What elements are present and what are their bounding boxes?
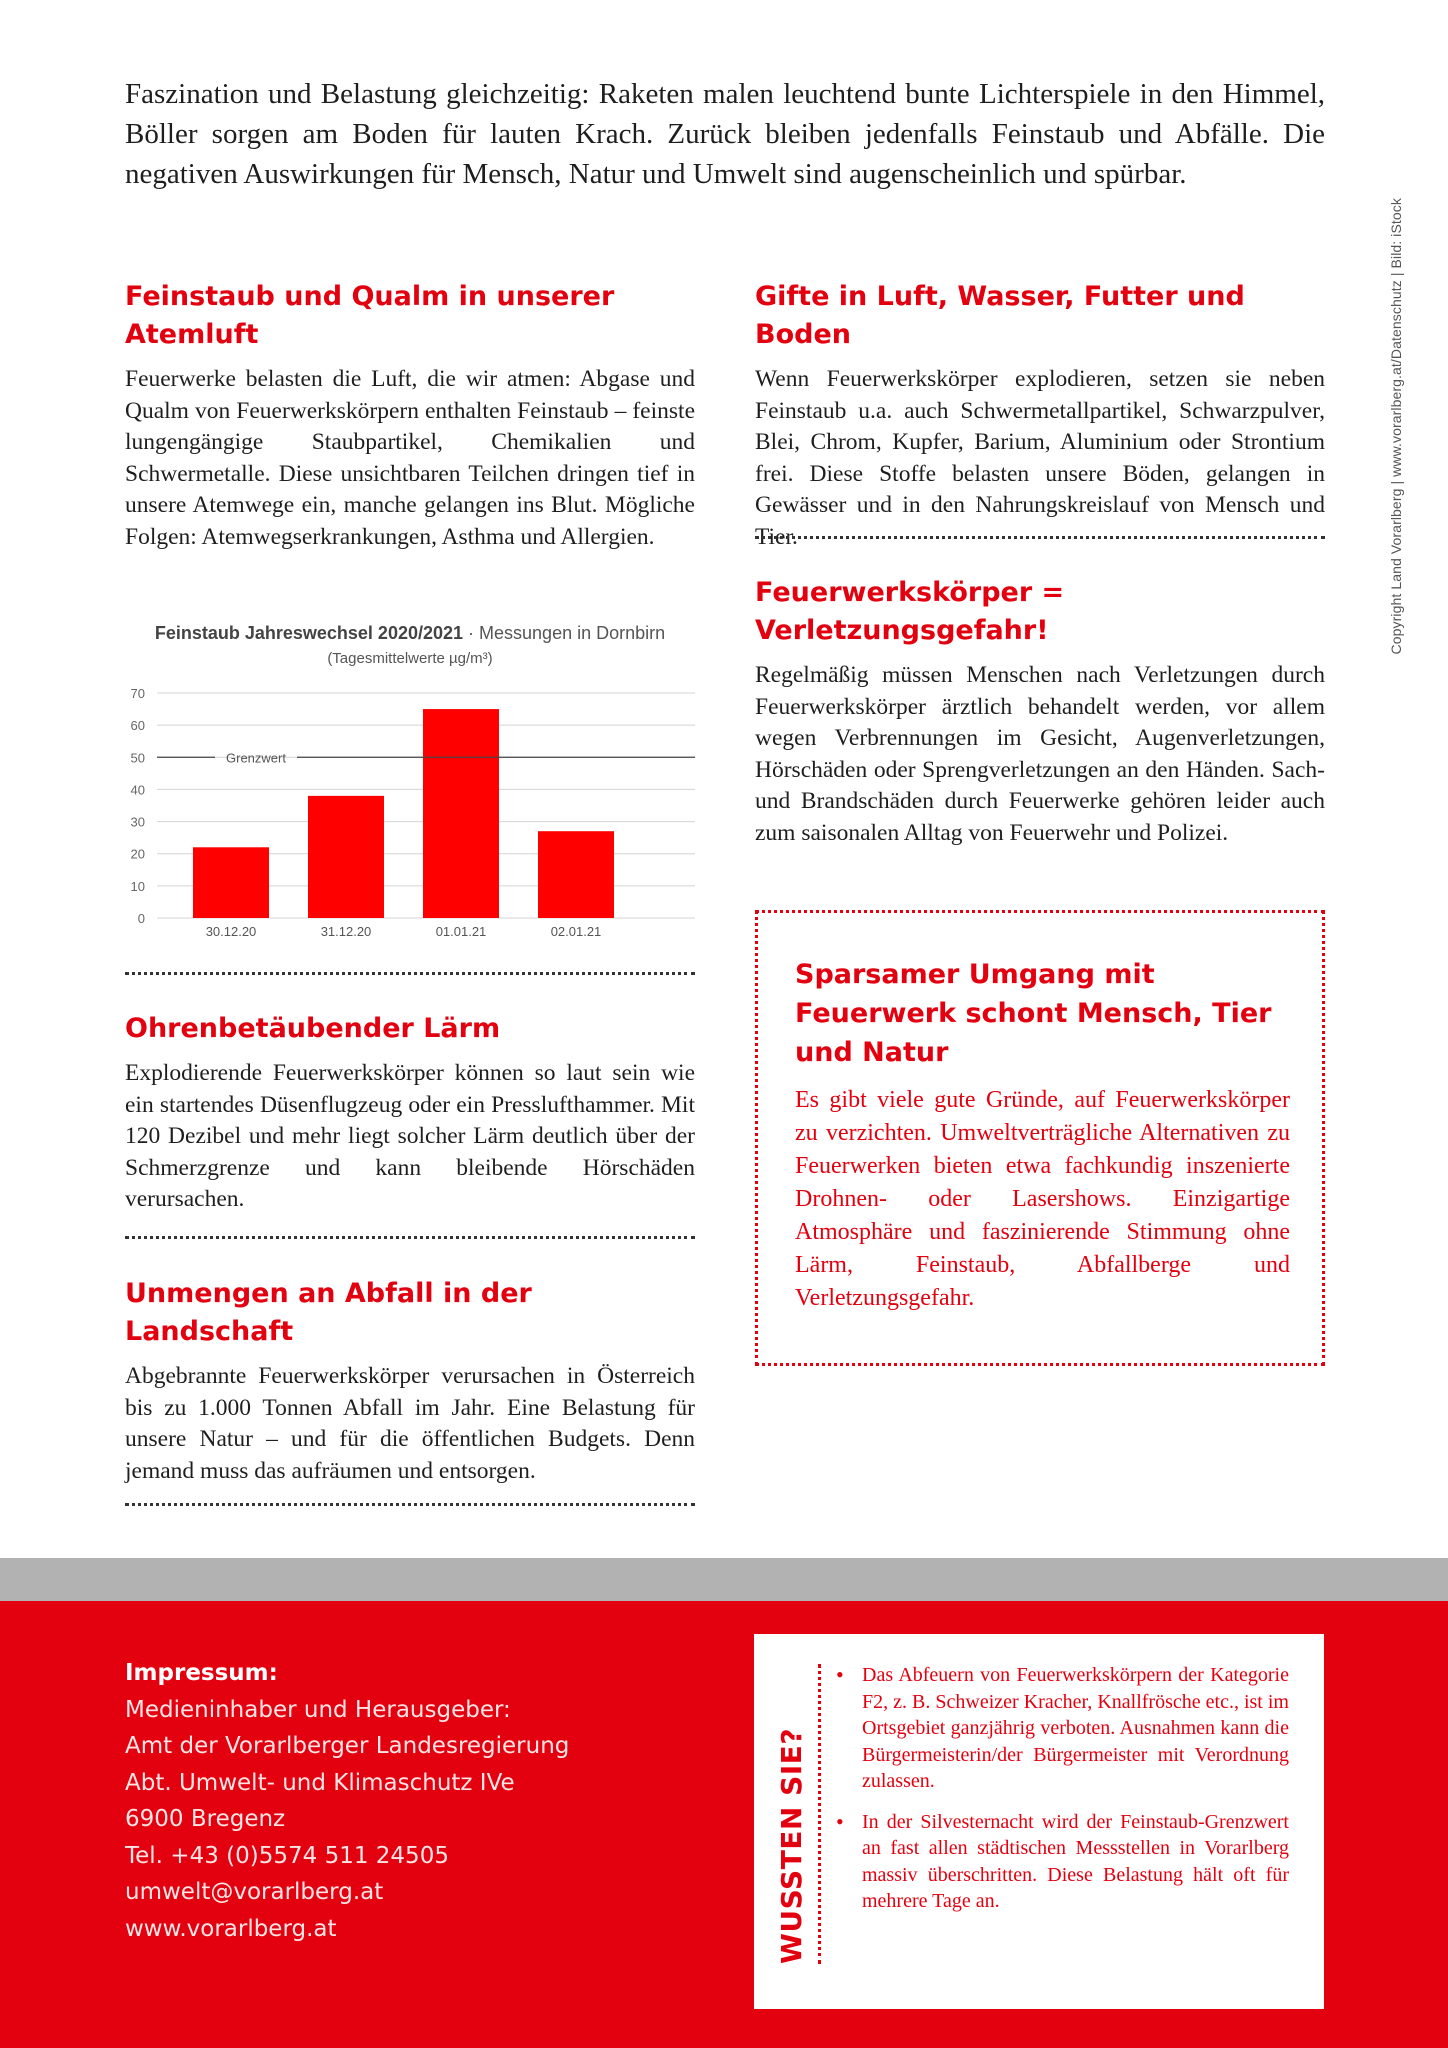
right-column (755, 278, 1325, 858)
impressum-phone: Tel. +43 (0)5574 511 24505 (125, 1842, 449, 1869)
chart-bar (308, 796, 384, 918)
x-tick-label: 01.01.21 (435, 924, 487, 939)
infobox-content (795, 955, 1290, 1315)
y-tick-label: 70 (130, 686, 145, 701)
y-tick-label: 50 (130, 750, 145, 766)
y-tick-label: 10 (130, 878, 145, 894)
intro-paragraph: Faszination und Belastung gleichzeitig: Raketen malen leuchtend bunte Lichterspiele in den Himmel, Böller sorgen am Boden für lauten Krach. Zurück bleiben jedenfalls Feinstaub und Abfälle. Die negativen Auswirkungen für Mensch, Natur und Umwelt sind augenscheinlich und spürbar. (125, 78, 1325, 190)
impressum (125, 1655, 569, 1947)
y-tick-label: 60 (130, 718, 145, 734)
section-text: Wenn Feuerwerkskörper explodieren, setzen sie neben Feinstaub u.a. auch Schwermetallpartikel, Schwarzpulver, Blei, Chrom, Kupfer, Barium, Aluminium oder Strontium frei. Diese Stoffe belasten unsere Böden, gelangen in Gewässer und in den Nahrungskreislauf von Mensch und Tier. (755, 366, 1325, 550)
section-text: Feuerwerke belasten die Luft, die wir atmen: Abgase und Qualm von Feuerwerkskörpern enthalten Feinstaub – feinste lungengängige Staubpartikel, Chemikalien und Schwermetalle. Diese unsichtbaren Teilchen dringen tief in unsere Atemwege ein, manche gelangen ins Blut. Mögliche Folgen: Atemwegserkrankungen, Asthma und Allergien. (125, 366, 695, 550)
section-heading: Gifte in Luft, Wasser, Futter und Boden (755, 281, 1245, 350)
impressum-email: umwelt@vorarlberg.at (125, 1879, 384, 1905)
chart-subtitle: (Tagesmittelwerte µg/m³) (327, 650, 493, 667)
impressum-address: 6900 Bregenz (125, 1806, 286, 1832)
section-heading: Feinstaub und Qualm in unserer Atemluft (125, 281, 615, 350)
fact-text: In der Silvesternacht wird der Feinstaub-Grenzwert an fast allen städtischen Messstellen in Vorarlberg massiv überschritten. Diese Belastung hält oft für mehrere Tage an. (862, 1810, 1289, 1912)
section-heading: Unmengen an Abfall in der Landschaft (125, 1278, 532, 1347)
wussten-sie-label: WUSSTEN SIE? (775, 1727, 808, 1964)
section-text: Explodierende Feuerwerkskörper können so laut sein wie ein startendes Düsenflugzeug oder ein Presslufthammer. Mit 120 Dezibel und mehr liegt solcher Lärm deutlich über der Schmerzgrenze und kann bleibende Hörschäden verursachen. (125, 1060, 695, 1212)
bullet-icon: • (836, 1662, 844, 1687)
chart-bar (423, 709, 499, 918)
section-abfall (125, 1275, 695, 1487)
section-feinstaub (125, 278, 695, 553)
separator (125, 972, 695, 975)
chart-title-main: Feinstaub Jahreswechsel 2020/2021 (154, 623, 464, 643)
fact-item (834, 1809, 1289, 1915)
y-tick-label: 30 (130, 814, 145, 830)
left-column (125, 278, 695, 1508)
y-tick-label: 0 (137, 911, 145, 926)
separator (125, 1503, 695, 1506)
infobox (755, 910, 1325, 1366)
section-text: Regelmäßig müssen Menschen nach Verletzungen durch Feuerwerkskörper ärztlich behandelt werden, vor allem wegen Verbrennungen im Gesicht, Augenverletzungen, Hörschäden oder Sprengverletzungen an den Händen. Sach- und Brandschäden durch Feuerwerke gehören leider auch zum saisonalen Alltag von Feuerwehr und Polizei. (755, 662, 1325, 846)
section-gifte (755, 278, 1325, 553)
footer-grey-band (0, 1558, 1448, 1601)
chart-bar (538, 831, 614, 918)
x-tick-label: 31.12.20 (320, 924, 372, 939)
fact-text: Das Abfeuern von Feuerwerkskörpern der Kategorie F2, z. B. Schweizer Kracher, Knallfrösche etc., ist im Ortsgebiet ganzjährig verboten. Ausnahmen kann die Bürgermeisterin/der Bürgermeister mit Verordnung zulassen. (862, 1664, 1289, 1792)
impressum-heading: Impressum: (125, 1660, 278, 1686)
wussten-divider (818, 1664, 821, 1964)
section-laerm (125, 1010, 695, 1216)
impressum-line: Amt der Vorarlberger Landesregierung (125, 1733, 570, 1759)
section-verletzung (755, 574, 1325, 849)
image-credit: Copyright Land Vorarlberg | www.vorarlberg.at/Datenschutz | Bild: iStock (1388, 198, 1404, 655)
impressum-line: Medieninhaber und Herausgeber: (125, 1696, 511, 1723)
x-tick-label: 02.01.21 (550, 924, 602, 939)
feinstaub-chart (125, 623, 695, 963)
y-tick-label: 20 (130, 846, 145, 862)
x-tick-label: 30.12.20 (205, 924, 257, 939)
separator (125, 1236, 695, 1239)
section-text: Abgebrannte Feuerwerkskörper verursachen in Österreich bis zu 1.000 Tonnen Abfall im Jahr. Eine Belastung für unsere Natur – und für die öffentlichen Budgets. Denn jemand muss das aufräumen und entsorgen. (125, 1363, 695, 1484)
reference-line-label: Grenzwert (226, 750, 286, 766)
bullet-icon: • (836, 1808, 844, 1834)
chart-title-suffix: · Messungen in Dornbirn (463, 623, 666, 643)
impressum-website: www.vorarlberg.at (125, 1915, 337, 1942)
section-heading: Ohrenbetäubender Lärm (125, 1013, 501, 1044)
infobox-text: Es gibt viele gute Gründe, auf Feuerwerkskörper zu verzichten. Umweltverträgliche Alternativen zu Feuerwerken bieten etwa fachkundig inszenierte Drohnen- oder Lasershows. Einzigartige Atmosphäre und faszinierende Stimmung ohne Lärm, Feinstaub, Abfallberge und Verletzungsgefahr. (795, 1087, 1290, 1311)
infobox-heading: Sparsamer Umgang mit Feuerwerk schont Mensch, Tier und Natur (795, 959, 1272, 1068)
chart-bar (193, 847, 269, 918)
chart-plot (125, 675, 695, 965)
separator (755, 536, 1325, 539)
impressum-line: Abt. Umwelt- und Klimaschutz IVe (125, 1769, 515, 1796)
y-tick-label: 40 (130, 782, 145, 798)
chart-title (125, 623, 695, 644)
wussten-sie-box (754, 1634, 1324, 2009)
facts-list (834, 1662, 1289, 1929)
fact-item (834, 1662, 1289, 1795)
section-heading: Feuerwerkskörper = Verletzungsgefahr! (755, 577, 1065, 646)
